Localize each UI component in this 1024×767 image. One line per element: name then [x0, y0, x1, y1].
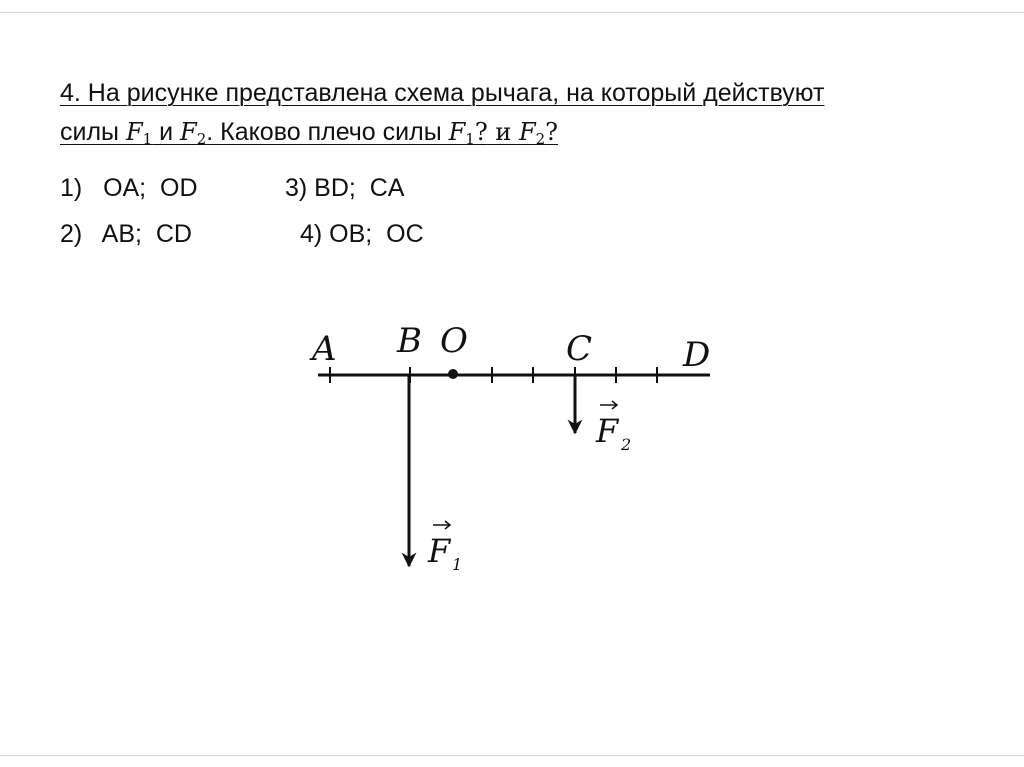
force-f1-symbol-second: $F_1$: [448, 118, 475, 148]
question-prefix: 4. На рисунке представлена схема рычага, на который действуют силы: [60, 79, 825, 146]
answer-option-4[interactable]: 4) OB; OC: [300, 220, 424, 248]
force-f1-symbol: $F_1$: [125, 118, 153, 148]
answer-option-1[interactable]: 1) OA; OD: [60, 174, 198, 202]
force-label-f1-sub: 1: [452, 555, 463, 574]
point-label-c: C: [566, 329, 593, 369]
force-label-f1: [427, 521, 462, 574]
question-middle: . Каково плечо силы: [206, 118, 449, 146]
question-conjunction: и: [152, 118, 181, 146]
force-f2-symbol-second: $F_2$: [518, 118, 546, 148]
answer-option-3[interactable]: 3) BD; CA: [285, 174, 405, 202]
force-label-f2-letter: F: [596, 412, 619, 450]
force-label-f1-letter: F: [428, 532, 451, 570]
force-label-f2-sub: 2: [621, 435, 632, 454]
force-f2-symbol: $F_2$: [180, 118, 207, 148]
pivot-point-o: [448, 369, 458, 379]
point-label-o: O: [440, 321, 468, 361]
point-label-a: A: [312, 329, 337, 369]
question-mark-1: ?: [474, 118, 488, 146]
answer-option-2[interactable]: 2) AB; CD: [60, 220, 192, 248]
question-mark-2: ?: [545, 118, 559, 146]
question-conjunction-2: и: [487, 118, 519, 146]
point-label-b: B: [397, 321, 422, 361]
force-label-f2: [595, 401, 631, 454]
point-label-d: D: [683, 335, 711, 375]
